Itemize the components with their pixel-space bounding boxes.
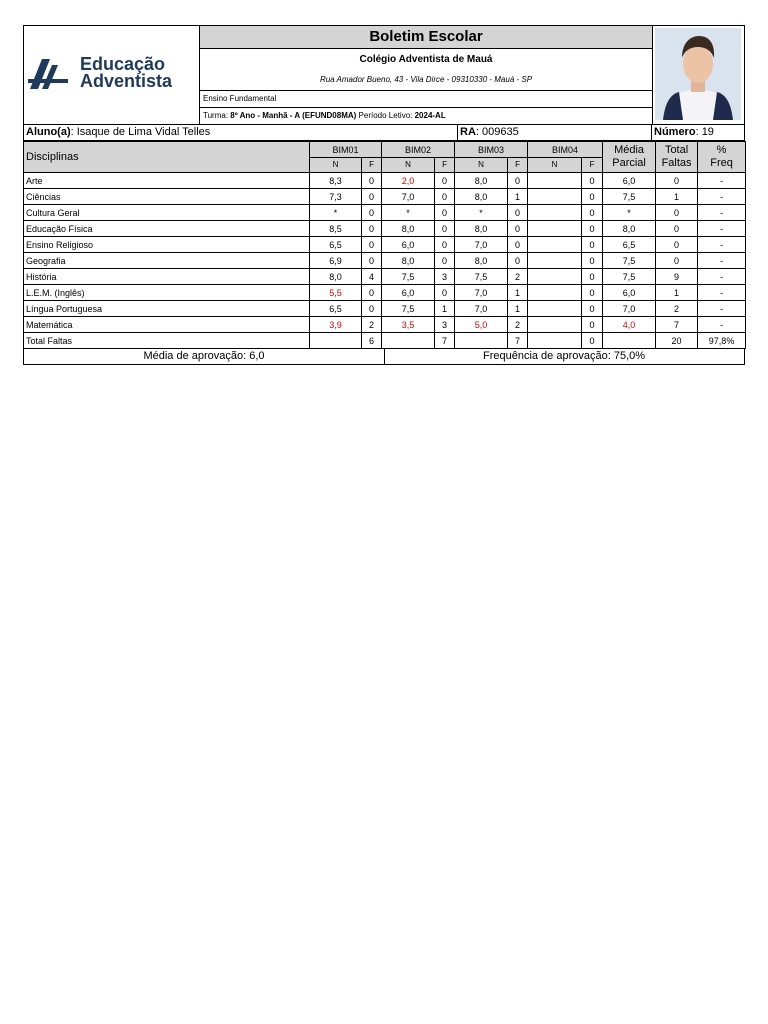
grade-cell-f3: 2	[508, 269, 528, 285]
grade-cell-f2: 0	[435, 205, 455, 221]
grade-cell-f2: 1	[435, 301, 455, 317]
grade-cell-n4	[528, 253, 582, 269]
f-header: F	[582, 158, 603, 173]
grade-cell-faltas: 0	[656, 237, 698, 253]
grade-cell-n1: 6,9	[310, 253, 362, 269]
grade-cell-f2: 0	[435, 253, 455, 269]
grade-cell-freq: -	[698, 237, 746, 253]
grade-cell-n4	[528, 189, 582, 205]
grade-cell-faltas: 9	[656, 269, 698, 285]
grade-cell-n1: 6,5	[310, 237, 362, 253]
f-header: F	[362, 158, 382, 173]
empty-cell	[528, 333, 582, 349]
header-center	[200, 26, 652, 124]
total-header-line2: Faltas	[661, 157, 692, 169]
grade-cell-f2: 0	[435, 221, 455, 237]
media-aprovacao: Média de aprovação: 6,0	[24, 349, 385, 364]
freq-header	[698, 142, 746, 173]
grade-cell-n3: 7,0	[455, 285, 508, 301]
grade-cell-n3: 7,0	[455, 237, 508, 253]
student-name-cell: Aluno(a): Isaque de Lima Vidal Telles	[24, 125, 458, 140]
grade-cell-media: *	[603, 205, 656, 221]
grade-cell-n1: *	[310, 205, 362, 221]
grade-cell-media: 7,5	[603, 189, 656, 205]
student-name-label: Aluno(a)	[26, 126, 71, 138]
media-parcial-header	[603, 142, 656, 173]
table-row	[24, 189, 746, 205]
grade-cell-n3: 8,0	[455, 173, 508, 189]
frequencia-aprovacao: Frequência de aprovação: 75,0%	[482, 350, 646, 362]
grade-cell-freq: -	[698, 285, 746, 301]
disciplinas-header: Disciplinas	[24, 142, 310, 173]
logo-area	[24, 26, 200, 124]
grade-cell-faltas: 7	[656, 317, 698, 333]
grade-cell-f3: 1	[508, 301, 528, 317]
n-header: N	[455, 158, 508, 173]
grade-cell-f1: 0	[362, 221, 382, 237]
grade-cell-f1: 0	[362, 253, 382, 269]
grade-cell-f1: 0	[362, 301, 382, 317]
grade-cell-n4	[528, 221, 582, 237]
grade-cell-freq: -	[698, 317, 746, 333]
student-number-label: Número	[654, 126, 696, 138]
grade-cell-freq: -	[698, 189, 746, 205]
table-row	[24, 237, 746, 253]
grade-cell-f2: 0	[435, 285, 455, 301]
grade-cell-n1: 6,5	[310, 301, 362, 317]
grade-cell-faltas: 2	[656, 301, 698, 317]
empty-cell	[310, 333, 362, 349]
grade-cell-n2: 6,0	[382, 237, 435, 253]
report-card	[23, 25, 745, 365]
grade-cell-f4: 0	[582, 317, 603, 333]
grade-cell-n4	[528, 205, 582, 221]
grade-cell-f4: 0	[582, 173, 603, 189]
grade-cell-media: 6,0	[603, 173, 656, 189]
grade-cell-media: 7,5	[603, 253, 656, 269]
grade-cell-n1: 8,0	[310, 269, 362, 285]
educacao-adventista-logo-icon	[28, 59, 76, 89]
grade-cell-n2: 7,5	[382, 269, 435, 285]
discipline-name: L.E.M. (Inglês)	[24, 285, 310, 301]
n-header: N	[310, 158, 362, 173]
logo-line2: Adventista	[80, 71, 173, 91]
total-faltas-label: Total Faltas	[24, 333, 310, 349]
grade-cell-n3: 7,0	[455, 301, 508, 317]
grade-cell-freq: -	[698, 253, 746, 269]
n-header: N	[528, 158, 582, 173]
total-faltas-row	[24, 333, 746, 349]
total-f4: 0	[582, 333, 603, 349]
grade-cell-f1: 0	[362, 285, 382, 301]
student-ra: 009635	[482, 126, 519, 138]
student-info-row	[23, 125, 745, 141]
f-header: F	[435, 158, 455, 173]
grade-cell-n3: 7,5	[455, 269, 508, 285]
table-row	[24, 285, 746, 301]
grade-cell-n3: *	[455, 205, 508, 221]
discipline-name: Educação Física	[24, 221, 310, 237]
grade-cell-n2: *	[382, 205, 435, 221]
discipline-name: Ensino Religioso	[24, 237, 310, 253]
grade-cell-f1: 0	[362, 205, 382, 221]
grade-cell-f1: 0	[362, 173, 382, 189]
student-name: Isaque de Lima Vidal Telles	[76, 126, 211, 138]
table-header-row	[24, 142, 746, 158]
student-number: 19	[701, 126, 714, 138]
media-header-line1: Média	[614, 144, 645, 156]
grade-cell-f3: 0	[508, 253, 528, 269]
empty-cell	[382, 333, 435, 349]
grade-cell-media: 8,0	[603, 221, 656, 237]
grade-cell-faltas: 0	[656, 173, 698, 189]
grade-cell-freq: -	[698, 173, 746, 189]
total-freq-value: 97,8%	[698, 333, 746, 349]
approval-footer	[23, 349, 745, 365]
grade-cell-n2: 6,0	[382, 285, 435, 301]
grade-cell-n4	[528, 317, 582, 333]
grade-cell-n3: 5,0	[455, 317, 508, 333]
grade-cell-media: 7,0	[603, 301, 656, 317]
discipline-name: Geografia	[24, 253, 310, 269]
discipline-name: Matemática	[24, 317, 310, 333]
student-number-cell: Número: 19	[654, 126, 714, 138]
grade-cell-f4: 0	[582, 253, 603, 269]
periodo-label: Período Letivo:	[358, 111, 413, 120]
freq-header-line1: %	[716, 144, 727, 156]
grade-cell-faltas: 1	[656, 189, 698, 205]
grade-cell-n4	[528, 301, 582, 317]
discipline-name: Arte	[24, 173, 310, 189]
grade-cell-n3: 8,0	[455, 221, 508, 237]
total-faltas-value: 20	[656, 333, 698, 349]
table-row	[24, 253, 746, 269]
grade-cell-n3: 8,0	[455, 189, 508, 205]
grade-cell-n3: 8,0	[455, 253, 508, 269]
n-header: N	[382, 158, 435, 173]
grade-cell-f3: 0	[508, 173, 528, 189]
bim03-header: BIM03	[455, 142, 528, 158]
grade-cell-f2: 0	[435, 237, 455, 253]
grade-cell-freq: -	[698, 205, 746, 221]
logo-line1: Educação	[80, 54, 166, 74]
grade-cell-media: 6,5	[603, 237, 656, 253]
bim02-header: BIM02	[382, 142, 455, 158]
grade-cell-n1: 7,3	[310, 189, 362, 205]
freq-header-line2: Freq	[710, 157, 733, 169]
grade-cell-f3: 2	[508, 317, 528, 333]
grade-cell-f4: 0	[582, 301, 603, 317]
grades-table	[23, 141, 746, 349]
grade-cell-f1: 0	[362, 237, 382, 253]
grade-cell-f1: 2	[362, 317, 382, 333]
table-row	[24, 173, 746, 189]
total-f1: 6	[362, 333, 382, 349]
table-row	[24, 317, 746, 333]
grade-cell-f3: 0	[508, 205, 528, 221]
grade-cell-f1: 0	[362, 189, 382, 205]
report-header	[23, 25, 745, 125]
total-faltas-header	[656, 142, 698, 173]
page-title: Boletim Escolar	[200, 26, 652, 49]
grade-cell-media: 6,0	[603, 285, 656, 301]
school-name: Colégio Adventista de Mauá	[359, 54, 493, 65]
grade-cell-media: 4,0	[603, 317, 656, 333]
grade-cell-f2: 3	[435, 317, 455, 333]
grade-cell-f2: 3	[435, 269, 455, 285]
grade-cell-n2: 3,5	[382, 317, 435, 333]
grade-cell-media: 7,5	[603, 269, 656, 285]
grade-cell-f4: 0	[582, 205, 603, 221]
grade-cell-f4: 0	[582, 285, 603, 301]
table-row	[24, 269, 746, 285]
discipline-name: Língua Portuguesa	[24, 301, 310, 317]
grade-cell-faltas: 1	[656, 285, 698, 301]
table-row	[24, 221, 746, 237]
education-level: Ensino Fundamental	[200, 91, 652, 108]
grade-cell-n1: 5,5	[310, 285, 362, 301]
grade-cell-n4	[528, 237, 582, 253]
grade-cell-n1: 3,9	[310, 317, 362, 333]
empty-cell	[455, 333, 508, 349]
student-photo-icon	[655, 28, 741, 120]
grade-cell-n1: 8,3	[310, 173, 362, 189]
table-row	[24, 205, 746, 221]
empty-cell	[603, 333, 656, 349]
logo-wordmark	[80, 56, 172, 90]
grade-cell-n4	[528, 269, 582, 285]
grade-cell-n4	[528, 173, 582, 189]
grade-cell-f3: 0	[508, 237, 528, 253]
grade-cell-f1: 4	[362, 269, 382, 285]
class-info	[200, 108, 652, 124]
grade-cell-f3: 1	[508, 285, 528, 301]
student-ra-cell: RA: 009635	[458, 125, 652, 140]
grade-cell-f2: 0	[435, 189, 455, 205]
grade-cell-freq: -	[698, 301, 746, 317]
periodo-value: 2024-AL	[414, 111, 446, 120]
table-row	[24, 301, 746, 317]
discipline-name: História	[24, 269, 310, 285]
student-ra-label: RA	[460, 126, 476, 138]
bim04-header: BIM04	[528, 142, 603, 158]
discipline-name: Cultura Geral	[24, 205, 310, 221]
grade-cell-n2: 2,0	[382, 173, 435, 189]
grade-cell-n2: 8,0	[382, 221, 435, 237]
turma-label: Turma:	[203, 111, 229, 120]
grade-cell-faltas: 0	[656, 221, 698, 237]
grade-cell-n4	[528, 285, 582, 301]
total-f3: 7	[508, 333, 528, 349]
grade-cell-n2: 8,0	[382, 253, 435, 269]
school-address: Rua Amador Bueno, 43 - Vila Dirce - 09310330 - Mauá - SP	[200, 70, 652, 91]
turma-value: 8º Ano - Manhã - A (EFUND08MA)	[230, 111, 357, 120]
bim01-header: BIM01	[310, 142, 382, 158]
grade-cell-f4: 0	[582, 221, 603, 237]
grade-cell-f4: 0	[582, 269, 603, 285]
f-header: F	[508, 158, 528, 173]
total-header-line1: Total	[664, 144, 689, 156]
grade-cell-faltas: 0	[656, 253, 698, 269]
student-photo	[652, 26, 744, 124]
grade-cell-n2: 7,5	[382, 301, 435, 317]
grade-cell-freq: -	[698, 221, 746, 237]
grade-cell-n2: 7,0	[382, 189, 435, 205]
grade-cell-f4: 0	[582, 189, 603, 205]
discipline-name: Ciências	[24, 189, 310, 205]
grade-cell-freq: -	[698, 269, 746, 285]
grade-cell-f2: 0	[435, 173, 455, 189]
grade-cell-faltas: 0	[656, 205, 698, 221]
grade-cell-n1: 8,5	[310, 221, 362, 237]
grade-cell-f4: 0	[582, 237, 603, 253]
total-f2: 7	[435, 333, 455, 349]
grade-cell-f3: 1	[508, 189, 528, 205]
grade-cell-f3: 0	[508, 221, 528, 237]
media-header-line2: Parcial	[612, 157, 646, 169]
